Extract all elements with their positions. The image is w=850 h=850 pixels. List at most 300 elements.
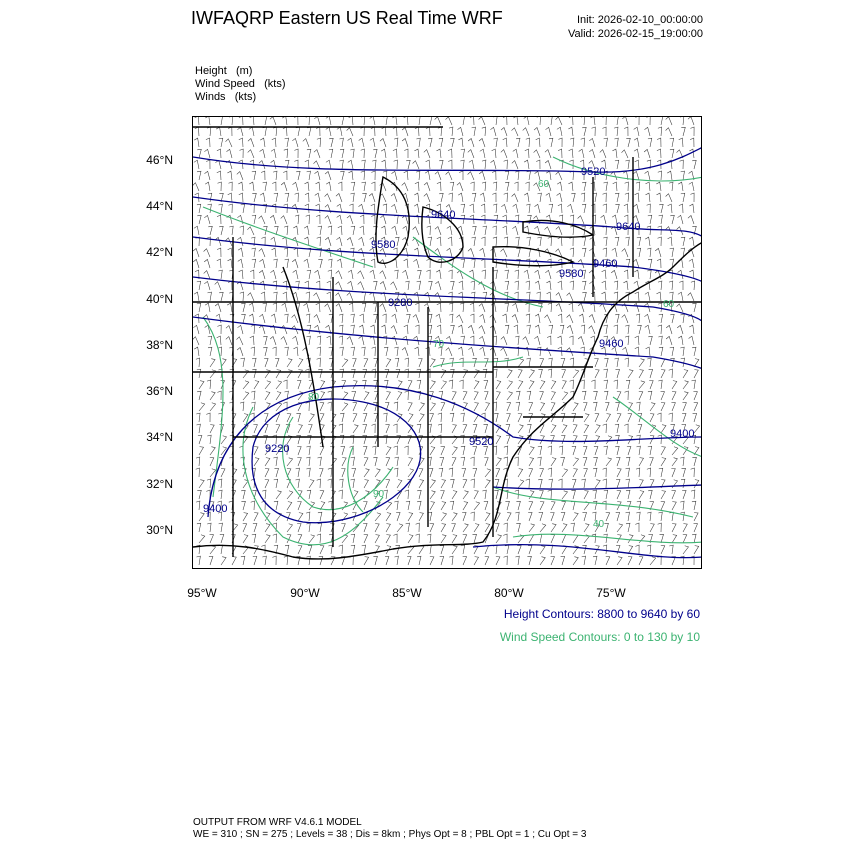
wind-barb	[439, 138, 443, 147]
wind-barb	[380, 282, 386, 291]
wind-barb	[459, 380, 463, 389]
wind-barb	[473, 425, 477, 434]
wind-barb	[306, 117, 310, 125]
wind-barb	[296, 171, 300, 180]
legend-speed: Wind Speed Contours: 0 to 130 by 10	[499, 630, 700, 644]
wind-barb	[583, 436, 587, 444]
wind-barb	[593, 556, 597, 565]
wind-barb	[462, 513, 466, 522]
wind-barb	[315, 171, 321, 180]
height-label: 9400	[670, 428, 695, 440]
wind-barb	[219, 545, 223, 554]
wind-barb	[479, 117, 485, 125]
wind-barb	[637, 325, 641, 334]
wind-barb	[604, 325, 608, 334]
wind-barb	[471, 512, 475, 521]
wind-barb	[603, 534, 607, 543]
wind-barb	[459, 171, 463, 180]
lon-label-90: 90°W	[290, 586, 320, 600]
wind-barb	[340, 171, 344, 180]
wind-barb	[351, 347, 355, 356]
wind-barb	[661, 447, 665, 455]
wind-barb	[677, 325, 683, 334]
wind-barb	[305, 369, 309, 378]
wind-barb	[259, 325, 265, 334]
wind-barb	[493, 369, 497, 378]
wind-barb	[546, 193, 551, 202]
wind-barb	[329, 347, 333, 356]
wind-barb	[395, 358, 399, 367]
wind-barb	[482, 127, 486, 136]
wind-barb	[626, 380, 630, 389]
wind-barb	[626, 523, 630, 532]
wind-barb	[570, 237, 574, 246]
wind-barb	[515, 281, 519, 290]
wind-barb	[469, 160, 474, 169]
wind-barb	[474, 381, 479, 389]
wind-barb	[250, 270, 254, 279]
lon-label-75: 75°W	[596, 586, 626, 600]
wind-barb	[448, 237, 452, 246]
wind-barb	[572, 446, 576, 455]
run-times	[568, 13, 703, 41]
wind-barb	[328, 468, 332, 477]
wind-barb	[649, 458, 653, 466]
wind-barb	[341, 524, 345, 532]
wind-barb	[504, 358, 508, 367]
wind-barb	[512, 161, 518, 169]
wind-barb	[561, 358, 565, 367]
wind-barb	[364, 557, 369, 565]
wind-barb	[657, 413, 661, 422]
wind-barb	[691, 490, 695, 499]
wind-barb	[198, 436, 202, 445]
wind-barb	[306, 512, 310, 521]
wind-barb	[658, 523, 662, 532]
wind-barb	[316, 303, 320, 312]
wind-barb	[197, 523, 201, 532]
wind-barb	[325, 194, 331, 202]
wind-barb	[650, 403, 655, 411]
wind-barb	[405, 358, 409, 367]
height-contour	[493, 485, 702, 489]
wind-barb	[317, 534, 321, 543]
wind-barb	[208, 226, 212, 235]
wind-barb	[261, 171, 265, 180]
wind-barb	[516, 391, 520, 400]
wind-barb	[252, 534, 256, 543]
wind-barb	[263, 303, 267, 312]
lat-label-44: 44°N	[146, 199, 173, 213]
height-label: 9400	[203, 503, 228, 515]
wind-barb	[595, 370, 599, 378]
wind-barb	[394, 215, 398, 224]
wind-barb	[503, 138, 507, 147]
wind-barb	[243, 513, 248, 521]
wind-barb	[525, 182, 529, 191]
wind-barb	[261, 292, 265, 301]
wind-barb	[571, 501, 575, 510]
wind-barb	[309, 480, 314, 488]
wind-barb	[260, 149, 265, 158]
wind-barb	[589, 138, 595, 147]
wind-barb	[584, 425, 589, 433]
wind-barb	[657, 138, 661, 147]
wind-barb	[249, 314, 254, 323]
wind-barb	[636, 512, 640, 521]
wind-barb	[636, 314, 640, 323]
wind-barb	[529, 447, 534, 455]
wind-barb	[617, 469, 621, 477]
wind-barb	[573, 370, 579, 378]
wind-barb	[694, 524, 698, 532]
wind-barb	[210, 370, 216, 378]
wind-barb	[303, 139, 309, 147]
wind-barb	[413, 315, 419, 323]
wind-barb	[370, 292, 375, 301]
wind-barb	[551, 403, 555, 411]
wind-barb	[527, 424, 531, 433]
wind-barb	[348, 270, 353, 279]
wind-barb	[518, 370, 522, 378]
map-title: IWFAQRP Eastern US Real Time WRF	[191, 8, 503, 28]
wind-barb	[436, 270, 441, 279]
wind-barb	[538, 446, 542, 455]
wind-barb	[463, 491, 468, 499]
wind-barb	[372, 424, 376, 433]
wind-barb	[240, 149, 244, 158]
wind-barb	[534, 150, 540, 158]
wind-barb	[386, 524, 390, 532]
wind-barb	[670, 358, 674, 367]
wind-barb	[347, 128, 353, 136]
wind-barb	[295, 193, 299, 202]
wind-barb	[645, 325, 650, 334]
wind-barb	[529, 370, 535, 378]
wind-barb	[315, 270, 321, 279]
wind-barb	[604, 490, 608, 499]
height-contour	[193, 317, 702, 369]
wind-barb	[294, 248, 298, 257]
wind-barb	[484, 392, 488, 400]
wind-barb	[297, 458, 301, 466]
wind-barb	[292, 315, 298, 323]
wind-barb	[458, 347, 463, 356]
wind-barb	[210, 469, 216, 477]
wind-barb	[461, 215, 465, 224]
wind-barb	[547, 336, 551, 345]
wind-barb	[493, 226, 497, 235]
wind-barb	[194, 347, 199, 356]
wind-barb	[633, 303, 639, 312]
wind-barb	[440, 491, 444, 499]
wind-barb	[429, 469, 433, 478]
wind-barb	[626, 468, 630, 477]
wind-barb	[195, 117, 199, 125]
wind-barb	[507, 381, 513, 389]
wind-barb	[287, 502, 292, 510]
wind-barb	[505, 281, 509, 290]
lat-label-42: 42°N	[146, 245, 173, 259]
wind-barb	[534, 128, 540, 137]
wind-barb	[482, 160, 486, 169]
wind-barb	[452, 458, 456, 466]
wind-barb	[193, 249, 199, 258]
wind-barb	[528, 546, 532, 555]
wind-barb	[360, 215, 364, 224]
wind-barb	[480, 248, 485, 257]
wind-barb	[386, 359, 391, 367]
wind-barb	[297, 447, 301, 455]
wind-barb	[634, 149, 639, 158]
wind-barb	[430, 557, 434, 565]
wind-barb	[281, 326, 287, 334]
wind-barb	[590, 303, 595, 312]
wind-barb	[635, 336, 639, 345]
height-contour	[193, 147, 702, 172]
wind-barb	[306, 215, 310, 224]
wind-barb	[254, 546, 258, 554]
wind-barb	[571, 193, 575, 202]
wind-barb	[441, 480, 446, 488]
wind-barb	[527, 391, 531, 400]
wind-barb	[689, 259, 694, 268]
wind-barb	[348, 281, 354, 290]
wind-barb	[307, 149, 311, 158]
wind-barb	[252, 215, 256, 224]
wind-barb	[639, 359, 644, 367]
wind-barb	[318, 512, 322, 521]
wind-barb	[217, 215, 221, 224]
wind-barb	[251, 347, 255, 356]
wind-barb	[392, 171, 398, 180]
wind-barb	[625, 193, 629, 202]
wind-barb	[305, 193, 309, 202]
wind-barb	[661, 491, 666, 499]
wind-barb	[529, 381, 534, 389]
wind-barb	[678, 292, 683, 301]
wind-barb	[296, 468, 300, 477]
wind-barb	[364, 469, 369, 477]
wind-barb	[616, 512, 620, 521]
speed-label: 80	[308, 392, 320, 403]
wind-barb	[472, 226, 476, 235]
wind-barb	[614, 325, 618, 334]
wind-barb	[219, 138, 223, 147]
wind-barb	[363, 369, 367, 378]
wind-barb	[615, 204, 619, 213]
wind-barb	[204, 249, 210, 257]
wind-barb	[670, 215, 674, 224]
wind-barb	[391, 194, 397, 203]
wind-barb	[622, 249, 628, 257]
wind-barb	[402, 183, 408, 191]
wind-barb	[241, 314, 245, 323]
wind-barb	[581, 193, 585, 202]
wind-barb	[396, 513, 400, 522]
wind-barb	[386, 447, 391, 455]
wind-barb	[273, 292, 277, 301]
wind-barb	[581, 479, 585, 488]
wind-barb	[560, 325, 564, 334]
wind-barb	[604, 358, 608, 367]
field-height: Height (m)	[195, 65, 253, 77]
wind-barb	[439, 160, 443, 169]
wind-barb	[283, 171, 287, 180]
wind-barb	[239, 117, 243, 125]
wind-barb	[573, 436, 577, 444]
wind-barb	[672, 381, 677, 389]
wind-barb	[624, 204, 628, 213]
wind-barb	[583, 458, 587, 467]
height-label: 9280	[388, 297, 413, 309]
wind-barb	[349, 303, 353, 312]
wind-barb	[195, 127, 199, 136]
wind-barb	[470, 303, 474, 312]
wind-barb	[474, 557, 479, 565]
wind-barb	[265, 535, 270, 543]
wind-barb	[496, 436, 501, 444]
wind-barb	[375, 469, 380, 477]
wind-barb	[556, 227, 562, 235]
wind-barb	[325, 216, 331, 224]
wind-barb	[602, 501, 606, 510]
wind-barb	[603, 479, 607, 488]
wind-barb	[503, 534, 507, 543]
wind-barb	[265, 458, 270, 466]
wind-barb	[661, 359, 665, 367]
wind-barb	[461, 446, 465, 455]
speed-label: 60	[538, 179, 550, 190]
wind-barb	[692, 303, 696, 312]
wind-barb	[501, 337, 507, 345]
wind-barb	[548, 468, 552, 477]
wind-barb	[340, 413, 344, 422]
wind-barb	[692, 457, 696, 466]
wind-barb	[249, 182, 254, 191]
wind-barb	[646, 182, 651, 191]
wind-barb	[204, 215, 210, 224]
wind-barb	[558, 479, 562, 488]
wind-barb	[273, 171, 277, 180]
wind-barb	[538, 193, 542, 202]
wind-barb	[540, 403, 545, 411]
wind-barb	[287, 458, 293, 466]
wind-barb	[581, 117, 585, 125]
wind-barb	[318, 259, 322, 268]
wind-barb	[501, 128, 507, 137]
wind-barb	[383, 314, 387, 323]
wind-barb	[241, 556, 245, 565]
wind-barb	[658, 435, 662, 444]
wind-barb	[635, 523, 639, 532]
wind-barb	[380, 139, 386, 148]
wind-barb	[274, 479, 278, 488]
wind-barb	[649, 369, 653, 378]
wind-barb	[527, 171, 531, 180]
wind-barb	[529, 403, 533, 411]
wind-barb	[351, 314, 355, 323]
field-list	[195, 65, 285, 104]
wind-barb	[639, 557, 643, 565]
wind-barb	[194, 160, 199, 169]
wind-barb	[526, 281, 530, 290]
wind-barb	[306, 523, 310, 532]
wind-barb	[626, 479, 630, 488]
wind-barb	[639, 381, 645, 389]
wind-barb	[341, 469, 345, 477]
wind-barb	[602, 281, 606, 290]
wind-barb	[239, 138, 243, 147]
wind-barb	[669, 270, 673, 279]
wind-barb	[210, 403, 216, 411]
wind-barb	[678, 336, 683, 345]
wind-barb	[625, 391, 629, 400]
wind-barb	[395, 457, 399, 466]
wind-barb	[438, 424, 442, 433]
wind-barb	[473, 534, 477, 543]
wind-barb	[644, 303, 650, 312]
wind-barb	[424, 194, 430, 202]
wind-barb	[241, 204, 245, 213]
wind-barb	[468, 347, 474, 356]
wind-barb	[548, 117, 552, 125]
wind-barb	[308, 425, 312, 433]
wind-barb	[690, 193, 694, 202]
wind-barb	[417, 424, 421, 433]
wind-barb	[371, 204, 375, 213]
wind-barb	[650, 436, 654, 444]
wind-barb	[441, 381, 447, 389]
wind-barb	[359, 138, 364, 147]
wind-barb	[394, 270, 398, 279]
wind-barb	[624, 127, 628, 136]
wind-barb	[474, 524, 479, 532]
speed-label: 70	[433, 339, 445, 350]
wind-barb	[197, 303, 201, 312]
wind-barb	[364, 403, 368, 411]
wind-barb	[534, 336, 540, 345]
wind-barb	[558, 281, 562, 290]
wind-barb	[273, 259, 277, 268]
wind-barb	[537, 237, 541, 246]
wind-barb	[484, 501, 488, 510]
wind-barb	[237, 215, 243, 224]
wind-barb	[196, 457, 200, 466]
wind-barb	[381, 325, 386, 334]
wind-barb	[472, 358, 476, 367]
wind-barb	[426, 160, 430, 169]
wind-barb	[483, 292, 487, 301]
wind-barb	[373, 402, 377, 411]
wind-barb	[342, 458, 346, 466]
wind-barb	[273, 303, 277, 312]
wind-barb	[270, 337, 276, 346]
wind-barb	[658, 281, 662, 290]
wind-barb	[340, 149, 344, 158]
wind-barb	[683, 381, 688, 389]
wind-barb	[419, 480, 424, 488]
wind-barb	[452, 546, 457, 554]
wind-barb	[417, 501, 421, 510]
wind-barb	[404, 325, 408, 334]
wind-barb	[285, 347, 289, 356]
wind-barb	[518, 414, 522, 422]
wind-barb	[617, 524, 623, 532]
wind-barb	[415, 127, 419, 136]
wind-barb	[584, 414, 589, 422]
wind-barb	[441, 513, 447, 521]
